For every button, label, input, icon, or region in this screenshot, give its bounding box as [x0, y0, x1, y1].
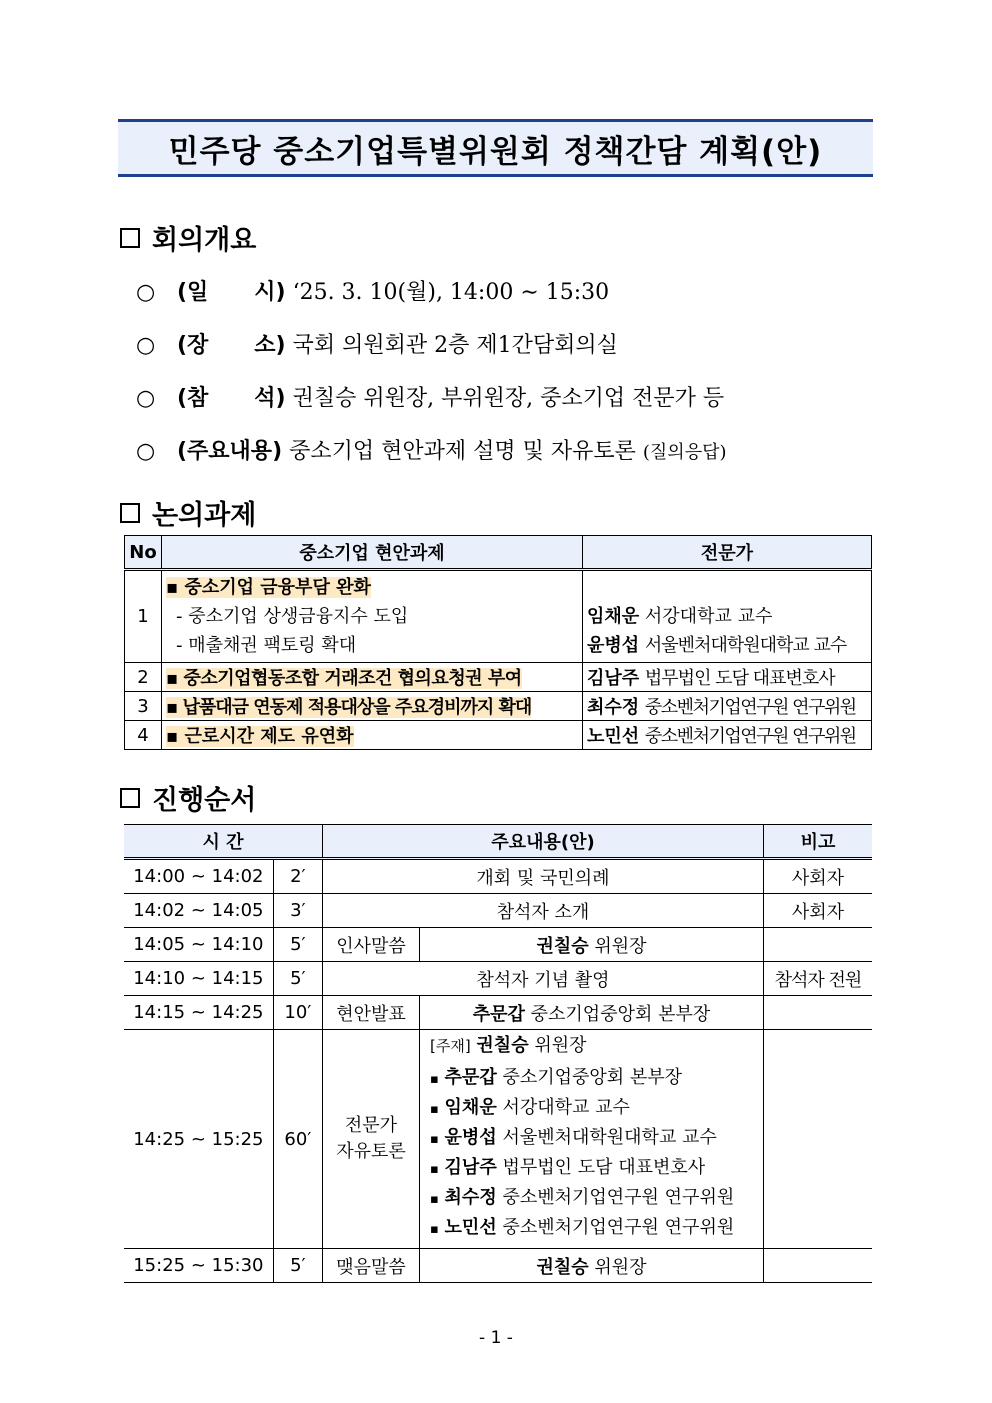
time-cell: 15:25 ~ 15:30: [124, 1249, 273, 1283]
square-bullet-icon: ▪: [430, 1102, 439, 1117]
list-item: [430, 1184, 759, 1214]
speaker-name: 추문갑: [472, 1003, 525, 1025]
item-number: 1: [125, 570, 162, 663]
row-label: (장 소): [177, 333, 286, 358]
square-bullet-icon: ▪: [430, 1072, 439, 1087]
topic-title: ▪ 근로시간 제도 유연화: [166, 726, 354, 747]
discussion-list: [420, 1030, 764, 1249]
table-row: [124, 996, 872, 1030]
content-cell: 참석자 소개: [323, 894, 764, 928]
table-row: [125, 570, 872, 663]
note-cell: [764, 1030, 873, 1249]
document-title: 민주당 중소기업특별위원회 정책간담 계획(안): [168, 133, 823, 170]
time-cell: 14:10 ~ 14:15: [124, 962, 273, 996]
member-name: 노민선: [444, 1217, 497, 1238]
schedule-table: [124, 824, 872, 1283]
list-item: [430, 1154, 759, 1184]
square-bullet-icon: ▪: [430, 1222, 439, 1237]
page-number: - 1 -: [479, 1328, 513, 1348]
time-cell: 14:15 ~ 14:25: [124, 996, 273, 1030]
speaker-role: 위원장: [594, 1256, 647, 1278]
content-cell: 참석자 기념 촬영: [323, 962, 764, 996]
expert-role: 중소벤처기업연구원 연구위원: [644, 726, 856, 747]
table-row: [125, 721, 872, 750]
section-heading-overview: [120, 218, 256, 257]
member-role: 중소벤처기업연구원 연구위원: [502, 1187, 735, 1208]
category-line: 자유토론: [336, 1141, 406, 1162]
chair-label: [주재]: [430, 1037, 471, 1055]
category-cell: 인사말씀: [323, 928, 420, 962]
topic-title: ▪ 중소기업 금융부담 완화: [166, 577, 371, 598]
time-cell: 14:05 ~ 14:10: [124, 928, 273, 962]
list-item: [430, 1064, 759, 1094]
expert-name: 임채운: [587, 606, 640, 627]
list-item: [430, 1094, 759, 1124]
expert-cell: [583, 570, 872, 663]
expert-role: 서울벤처대학원대학교 교수: [644, 635, 847, 656]
circle-bullet-icon: ○: [136, 333, 156, 358]
member-name: 추문갑: [444, 1067, 497, 1088]
member-name: 임채운: [444, 1097, 497, 1118]
expert-role: 중소벤처기업연구원 연구위원: [644, 697, 856, 718]
item-number: 4: [125, 721, 162, 750]
item-number: 2: [125, 663, 162, 692]
column-header: 중소기업 현안과제: [162, 536, 583, 570]
section-title: 진행순서: [152, 785, 257, 816]
content-cell: [420, 996, 764, 1030]
expert-name: 김남주: [587, 668, 640, 689]
row-label: (일 시): [177, 280, 286, 305]
overview-row-datetime: [136, 275, 609, 306]
time-cell: 14:02 ~ 14:05: [124, 894, 273, 928]
checkbox-square-icon: [120, 788, 140, 808]
topic-title: ▪ 중소기업협동조합 거래조건 협의요청권 부여: [166, 668, 522, 689]
table-row: [124, 962, 872, 996]
content-cell: 개회 및 국민의례: [323, 859, 764, 894]
member-name: 최수정: [444, 1187, 497, 1208]
table-row: [124, 859, 872, 894]
duration-cell: 5′: [273, 962, 322, 996]
square-bullet-icon: ▪: [430, 1162, 439, 1177]
chair-name: 권칠승: [476, 1035, 529, 1056]
member-role: 중소기업중앙회 본부장: [502, 1067, 683, 1088]
category-cell: [323, 1030, 420, 1249]
column-header: 시 간: [124, 825, 323, 859]
member-role: 법무법인 도담 대표변호사: [502, 1157, 706, 1178]
topic-sub: - 중소기업 상생금융지수 도입: [176, 606, 409, 627]
table-row: [124, 1030, 872, 1249]
table-row: [124, 1249, 872, 1283]
column-header: 비고: [764, 825, 873, 859]
column-header: No: [125, 536, 162, 570]
list-item: [430, 1124, 759, 1154]
member-name: 윤병섭: [444, 1127, 497, 1148]
section-heading-schedule: [120, 778, 256, 817]
checkbox-square-icon: [120, 228, 140, 248]
overview-row-attendees: [136, 381, 724, 412]
circle-bullet-icon: ○: [136, 439, 156, 464]
table-row: [125, 663, 872, 692]
duration-cell: 60′: [273, 1030, 322, 1249]
note-cell: 사회자: [764, 859, 873, 894]
duration-cell: 5′: [273, 1249, 322, 1283]
document-title-box: [118, 119, 873, 177]
expert-role: 서강대학교 교수: [644, 606, 773, 627]
topic-sub: - 매출채권 팩토링 확대: [176, 635, 357, 656]
note-cell: [764, 996, 873, 1030]
time-cell: 14:25 ~ 15:25: [124, 1030, 273, 1249]
row-label: (참 석): [177, 386, 286, 411]
topic-cell: [162, 570, 583, 663]
category-cell: 현안발표: [323, 996, 420, 1030]
category-line: 전문가: [344, 1115, 398, 1136]
row-extra: (질의응답): [642, 442, 727, 463]
square-bullet-icon: ▪: [430, 1192, 439, 1207]
circle-bullet-icon: ○: [136, 280, 156, 305]
column-header: 전문가: [583, 536, 872, 570]
list-item: [430, 1214, 759, 1244]
member-name: 김남주: [444, 1157, 497, 1178]
row-value: 권칠승 위원장, 부위원장, 중소기업 전문가 등: [292, 386, 725, 411]
section-title: 논의과제: [152, 500, 257, 531]
row-value: 국회 의원회관 2층 제1간담회의실: [292, 333, 618, 358]
note-cell: [764, 928, 873, 962]
member-role: 서강대학교 교수: [502, 1097, 630, 1118]
table-row: [124, 894, 872, 928]
row-value: 중소기업 현안과제 설명 및 자유토론: [289, 439, 636, 464]
content-cell: [420, 928, 764, 962]
speaker-role: 중소기업중앙회 본부장: [530, 1003, 711, 1025]
overview-row-content: [136, 434, 727, 465]
expert-role: 법무법인 도담 대표변호사: [644, 668, 835, 689]
duration-cell: 5′: [273, 928, 322, 962]
circle-bullet-icon: ○: [136, 386, 156, 411]
note-cell: 사회자: [764, 894, 873, 928]
duration-cell: 10′: [273, 996, 322, 1030]
row-value: ‘25. 3. 10(월), 14:00 ∼ 15:30: [292, 280, 610, 305]
agenda-table: [124, 535, 872, 750]
duration-cell: 2′: [273, 859, 322, 894]
checkbox-square-icon: [120, 503, 140, 523]
speaker-name: 권칠승: [536, 935, 589, 957]
section-title: 회의개요: [152, 225, 257, 256]
topic-title: ▪ 납품대금 연동제 적용대상을 주요경비까지 확대: [166, 697, 532, 718]
speaker-role: 위원장: [594, 935, 647, 957]
item-number: 3: [125, 692, 162, 721]
overview-row-place: [136, 328, 618, 359]
expert-name: 최수정: [587, 697, 640, 718]
category-cell: 맺음말씀: [323, 1249, 420, 1283]
note-cell: 참석자 전원: [764, 962, 873, 996]
member-role: 서울벤처대학원대학교 교수: [502, 1127, 717, 1148]
time-cell: 14:00 ~ 14:02: [124, 859, 273, 894]
table-row: [124, 928, 872, 962]
section-heading-agenda: [120, 493, 256, 532]
expert-name: 노민선: [587, 726, 640, 747]
column-header: 주요내용(안): [323, 825, 764, 859]
expert-name: 윤병섭: [587, 635, 640, 656]
speaker-name: 권칠승: [536, 1256, 589, 1278]
table-row: [125, 692, 872, 721]
row-label: (주요내용): [177, 439, 283, 464]
square-bullet-icon: ▪: [430, 1132, 439, 1147]
member-role: 중소벤처기업연구원 연구위원: [502, 1217, 735, 1238]
content-cell: [420, 1249, 764, 1283]
note-cell: [764, 1249, 873, 1283]
duration-cell: 3′: [273, 894, 322, 928]
chair-role: 위원장: [534, 1035, 587, 1056]
